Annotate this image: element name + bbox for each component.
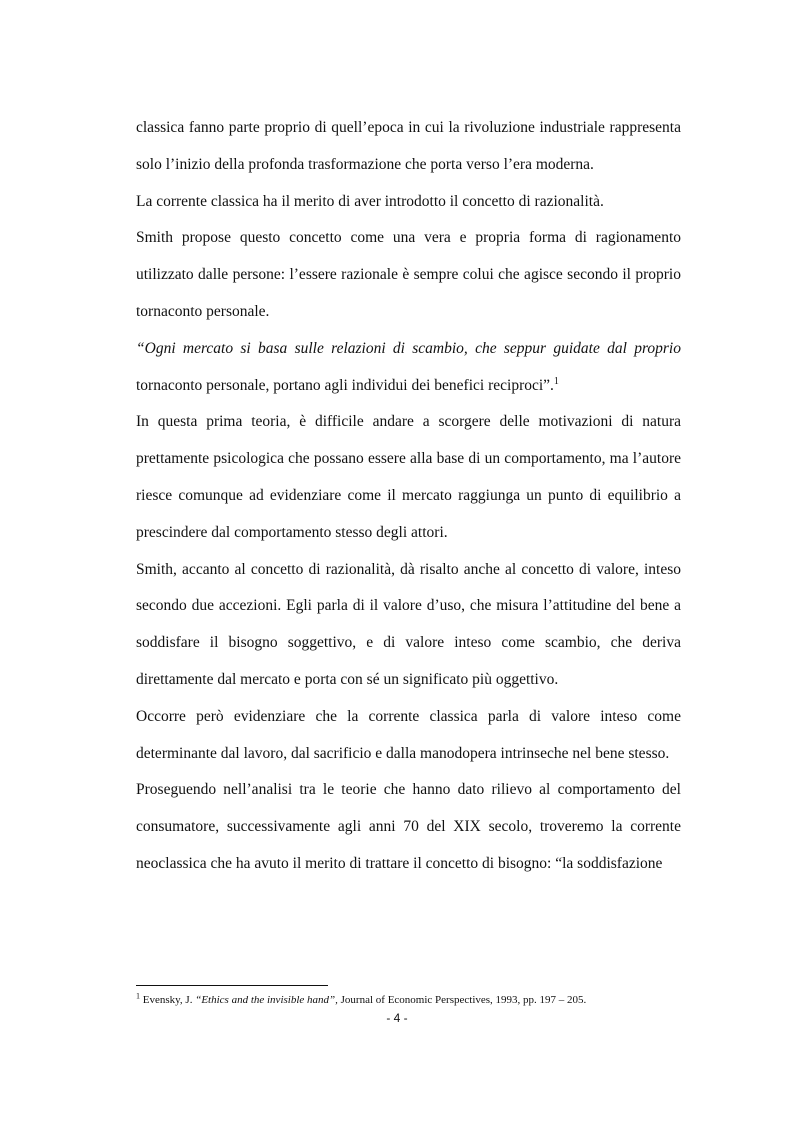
paragraph: Occorre però evidenziare che la corrente classica parla di valore inteso come determinante dal lavoro, dal sacrificio e dalla manodopera intrinseche nel bene stesso. [136,707,681,762]
quote-italic: “Ogni mercato si basa sulle relazioni di scambio, che seppur guidate dal proprio [136,339,681,357]
paragraph: classica fanno parte proprio di quell’epoca in cui la rivoluzione industriale rappresenta solo l’inizio della profonda trasformazione che porta verso l’era moderna. [136,119,681,173]
footnote-divider [136,985,328,986]
footnote [136,993,696,1007]
paragraph: In questa prima teoria, è difficile andare a scorgere delle motivazioni di natura prettamente psicologica che possano essere alla base di un comportamento, ma l’autore riesce comunque ad evidenziare come il mercato raggiunga un punto di equilibrio a prescindere dal comportamento stesso degli attori. [136,413,681,541]
footnote-title: “Ethics and the invisible hand”, [195,994,338,1006]
page-number: - 4 - [386,1011,408,1025]
paragraph: Smith, accanto al concetto di razionalità, dà risalto anche al concetto di valore, inteso secondo due accezioni. Egli parla di il valore d’uso, che misura l’attitudine del bene a soddisfare il bisogno soggettivo, e di valore inteso come scambio, che deriva direttamente dal mercato e porta con sé un significato più oggettivo. [136,560,681,688]
paragraph: Proseguendo nell’analisi tra le teorie che hanno dato rilievo al comportamento del consumatore, successivamente agli anni 70 del XIX secolo, troveremo la corrente neoclassica che ha avuto il merito di trattare il concetto di bisogno: “la soddisfazione [136,781,681,872]
footnote-reference: 1 [553,375,559,387]
footnote-mark: 1 [136,991,140,1001]
paragraph: Smith propose questo concetto come una vera e propria forma di ragionamento utilizzato dalle persone: l’essere razionale è sempre colui che agisce secondo il proprio tornaconto personale. [136,229,681,320]
body-text [136,110,681,883]
footnote-author: Evensky, J. [142,994,193,1006]
footnote-citation: Journal of Economic Perspectives, 1993, pp. 197 – 205. [340,994,587,1006]
paragraph: La corrente classica ha il merito di aver introdotto il concetto di razionalità. [136,192,604,210]
quote-normal: tornaconto personale, portano agli individui dei benefici reciproci”. [136,376,554,394]
quote-paragraph [136,331,681,405]
